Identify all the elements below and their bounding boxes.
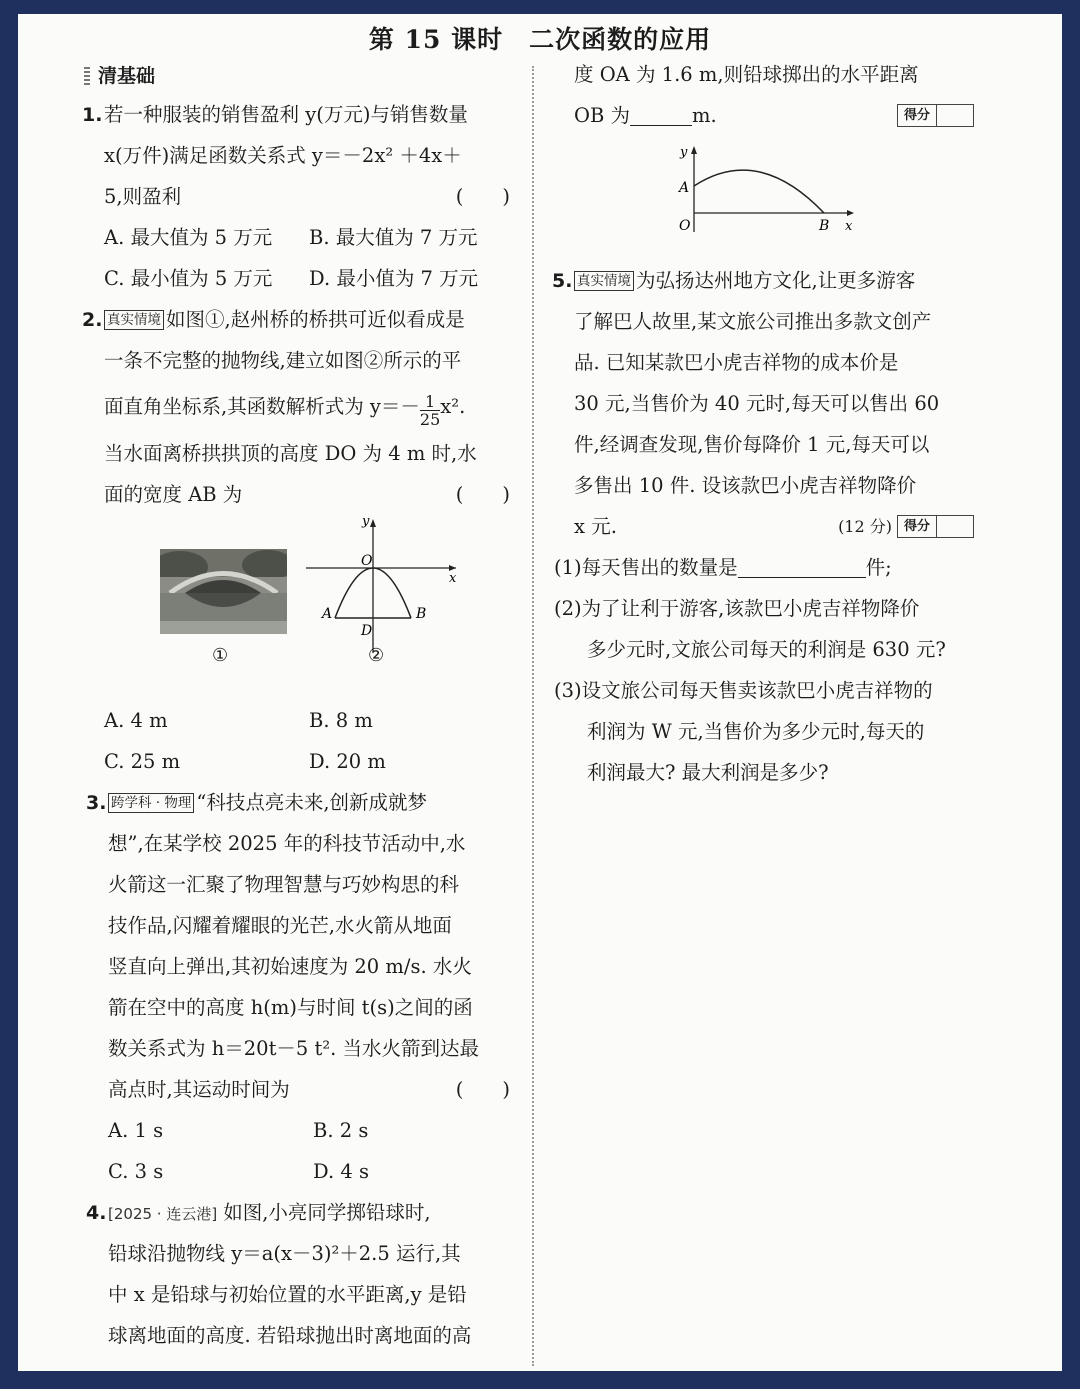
question-1 — [82, 94, 510, 299]
q3-option-d: D. 4 s — [313, 1160, 369, 1183]
fig2-label-y: y — [362, 515, 370, 529]
q2-line: x². — [440, 395, 466, 418]
q4-line: m. — [692, 104, 717, 127]
bridge-photo — [160, 549, 287, 634]
q4-line: 铅球沿抛物线 y＝a(x－3)²＋2.5 运行,其 — [108, 1242, 461, 1265]
q4-line: 度 OA 为 1.6 m,则铅球掷出的水平距离 — [574, 63, 919, 86]
q3-line: 数关系式为 h＝20t－5 t². 当水火箭到达最 — [108, 1037, 480, 1060]
q5-line: 为弘扬达州地方文化,让更多游客 — [636, 269, 916, 292]
answer-paren: ( ) — [455, 483, 510, 506]
q4-number: 4. — [86, 1202, 107, 1224]
right-column — [554, 54, 974, 793]
q4-line: 如图,小亮同学掷铅球时, — [223, 1201, 431, 1224]
score-box[interactable] — [897, 104, 974, 127]
q4-line: 球离地面的高度. 若铅球抛出时离地面的高 — [108, 1324, 472, 1347]
q1-line: 5,则盈利 — [104, 185, 182, 208]
fraction-numerator: 1 — [420, 393, 440, 411]
column-divider — [532, 66, 534, 1366]
q5-points: (12 分) — [838, 517, 892, 536]
q5-sub2: (2)为了让利于游客,该款巴小虎吉祥物降价 — [554, 597, 920, 620]
q5-line: 了解巴人故里,某文旅公司推出多款文创产 — [574, 310, 932, 333]
answer-paren: ( ) — [455, 185, 510, 208]
q1-option-a: A. 最大值为 5 万元 — [104, 226, 273, 249]
question-4 — [82, 1192, 510, 1356]
q2-option-d: D. 20 m — [309, 750, 386, 773]
y-axis-arrow — [370, 519, 376, 527]
q3-line: 竖直向上弹出,其初始速度为 20 m/s. 水火 — [108, 955, 472, 978]
fraction-denominator: 25 — [419, 410, 441, 429]
q3-line: “科技点亮未来,创新成就梦 — [196, 791, 428, 814]
question-2 — [82, 299, 510, 782]
q3-line: 技作品,闪耀着耀眼的光芒,水火箭从地面 — [108, 914, 452, 937]
question-3 — [82, 782, 510, 1192]
q2-line: 面的宽度 AB 为 — [104, 483, 243, 506]
q5-line: 30 元,当售价为 40 元时,每天可以售出 60 — [574, 392, 940, 415]
q1-option-d: D. 最小值为 7 万元 — [309, 267, 479, 290]
q1-number: 1. — [82, 104, 103, 126]
q4-line: 中 x 是铅球与初始位置的水平距离,y 是铅 — [108, 1283, 467, 1306]
left-column — [82, 58, 510, 1356]
q5-line: 品. 已知某款巴小虎吉祥物的成本价是 — [574, 351, 899, 374]
q5-sub1-unit: 件; — [865, 556, 892, 579]
q3-option-c: C. 3 s — [108, 1160, 164, 1183]
q5-line: 多售出 10 件. 设该款巴小虎吉祥物降价 — [574, 474, 917, 497]
fig4-label-o: O — [679, 218, 691, 234]
question-5 — [554, 260, 974, 547]
y-axis-arrow — [691, 146, 697, 154]
q5-line: 件,经调查发现,售价每降价 1 元,每天可以 — [574, 433, 930, 456]
q2-tag: 真实情境 — [104, 310, 164, 330]
q3-option-a: A. 1 s — [108, 1119, 164, 1142]
fig4-label-x: x — [845, 219, 853, 234]
fig2-label-x: x — [449, 571, 457, 586]
q2-line: 一条不完整的抛物线,建立如图②所示的平 — [104, 349, 462, 372]
score-label: 得分 — [898, 105, 937, 126]
q1-line: x(万件)满足函数关系式 y＝－2x² ＋4x＋ — [104, 144, 462, 167]
fig4-label-a: A — [679, 180, 690, 196]
parabola-diagram — [304, 515, 464, 655]
figure-2-caption: ② — [368, 645, 385, 666]
q3-line: 高点时,其运动时间为 — [108, 1078, 290, 1101]
answer-paren: ( ) — [455, 1078, 510, 1101]
q3-tag: 跨学科 · 物理 — [108, 793, 194, 813]
q2-number: 2. — [82, 309, 103, 331]
q5-sub1: (1)每天售出的数量是 — [554, 556, 738, 579]
q2-option-a: A. 4 m — [104, 709, 168, 732]
fig4-label-y: y — [680, 145, 688, 160]
q2-fraction — [420, 393, 440, 428]
fig2-label-b: B — [416, 606, 427, 622]
q1-line: 若一种服装的销售盈利 y(万元)与销售数量 — [104, 103, 468, 126]
x-axis-arrow — [847, 210, 854, 216]
lesson-number: 第 15 课时 — [368, 25, 504, 54]
shot-put-diagram — [670, 142, 860, 242]
q4-figure — [574, 136, 974, 260]
q4-source: [2025 · 连云港] — [108, 1205, 218, 1223]
trajectory-curve — [694, 170, 824, 213]
q4-answer-blank[interactable] — [630, 103, 692, 126]
worksheet-page — [18, 14, 1062, 1371]
section-heading: 清基础 — [82, 58, 510, 94]
fig2-label-a: A — [322, 606, 333, 622]
q5-sub3: 利润为 W 元,当售价为多少元时,每天的 — [587, 720, 925, 743]
score-label: 得分 — [898, 516, 937, 537]
q3-line: 火箭这一汇聚了物理智慧与巧妙构思的科 — [108, 873, 460, 896]
q5-number: 5. — [552, 270, 573, 292]
q5-line: x 元. — [574, 515, 617, 538]
q5-tag: 真实情境 — [574, 271, 634, 291]
fig2-label-d: D — [361, 623, 373, 639]
q2-line: 当水面离桥拱拱顶的高度 DO 为 4 m 时,水 — [104, 442, 477, 465]
q3-option-b: B. 2 s — [313, 1119, 369, 1142]
q4-line: OB 为 — [574, 104, 631, 127]
fig4-label-b: B — [819, 218, 830, 234]
q5-subquestions — [554, 547, 974, 793]
q3-line: 想”,在某学校 2025 年的科技节活动中,水 — [108, 832, 466, 855]
score-box[interactable] — [897, 515, 974, 538]
page-title — [18, 20, 1062, 56]
fig2-label-o: O — [361, 553, 373, 569]
q1-option-b: B. 最大值为 7 万元 — [309, 226, 478, 249]
q2-option-c: C. 25 m — [104, 750, 181, 773]
q3-line: 箭在空中的高度 h(m)与时间 t(s)之间的函 — [108, 996, 473, 1019]
figure-1-caption: ① — [212, 645, 229, 666]
q2-figures — [104, 515, 510, 700]
q5-sub2: 多少元时,文旅公司每天的利润是 630 元? — [587, 638, 946, 661]
q2-line: 如图①,赵州桥的桥拱可近似看成是 — [166, 308, 465, 331]
lesson-topic: 二次函数的应用 — [529, 25, 712, 54]
q5-answer-blank[interactable] — [738, 555, 866, 578]
q3-number: 3. — [86, 792, 107, 814]
q2-option-b: B. 8 m — [309, 709, 373, 732]
q5-sub3: (3)设文旅公司每天售卖该款巴小虎吉祥物的 — [554, 679, 933, 702]
q5-sub3: 利润最大? 最大利润是多少? — [587, 761, 829, 784]
question-4-continued — [554, 54, 974, 260]
q1-option-c: C. 最小值为 5 万元 — [104, 267, 273, 290]
q2-line: 面直角坐标系,其函数解析式为 y＝－ — [104, 395, 420, 418]
